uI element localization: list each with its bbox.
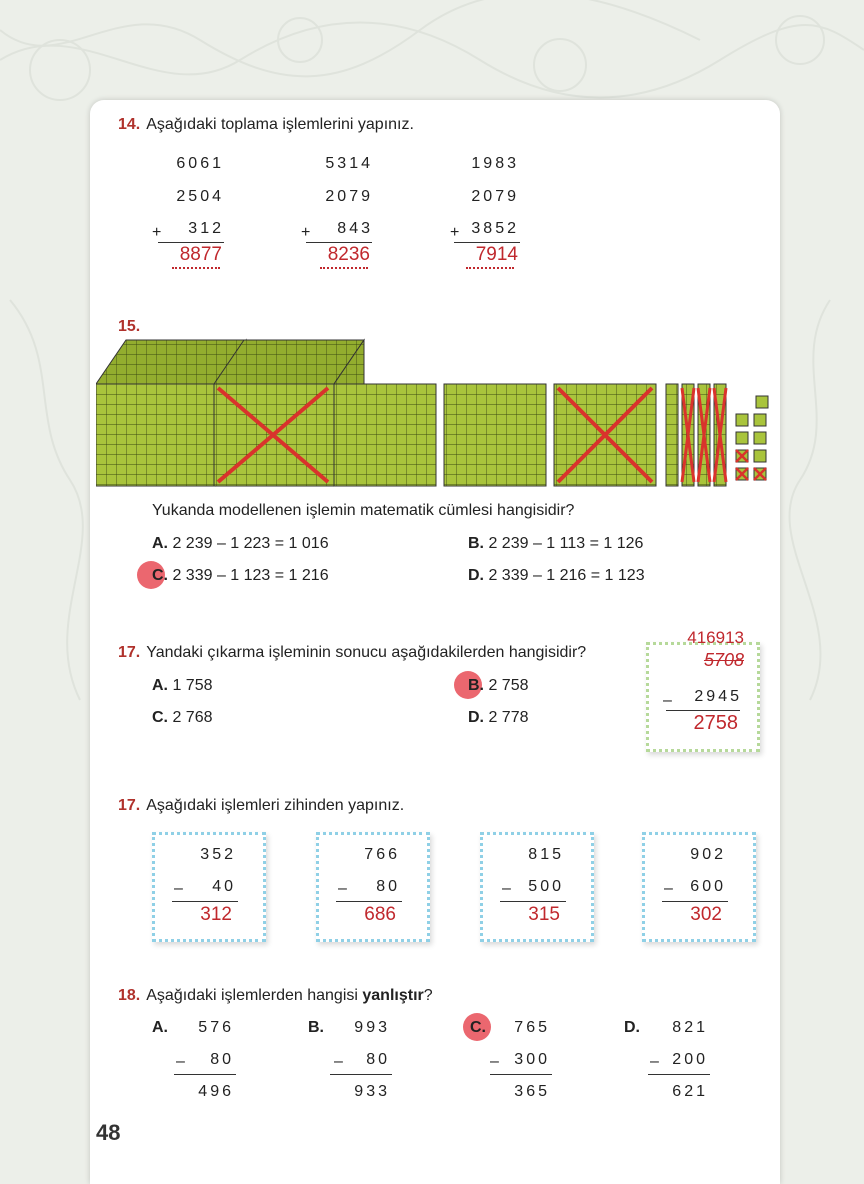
q17a-title [118, 644, 586, 662]
q17b-p1-sub: 40 [212, 878, 236, 895]
q17a-option-a-label: A. [152, 677, 168, 694]
q18-b-result: 933 [354, 1083, 390, 1100]
q14-p2-line [306, 242, 372, 243]
q17b-p1-minus: – [174, 880, 183, 897]
q18-d-result: 621 [672, 1083, 708, 1100]
q14-p2-answer: 8236 [327, 244, 370, 265]
q17a-option-a[interactable] [152, 677, 213, 695]
q17b-p2-minus: – [338, 880, 347, 897]
q17a-option-d-label: D. [468, 709, 484, 726]
page-number: 48 [96, 1120, 121, 1145]
q18-c-minus: – [490, 1053, 499, 1070]
q18-d-minus: – [650, 1053, 659, 1070]
q18-b-sub: 80 [366, 1051, 390, 1068]
q17b-p3-sub: 500 [528, 878, 564, 895]
q17b-p4-top: 902 [690, 846, 726, 863]
q17b-p3-top: 815 [528, 846, 564, 863]
q17a-number: 17. [118, 644, 141, 661]
q14-text: Aşağıdaki toplama işlemlerini yapınız. [146, 116, 414, 133]
q17b-p2-sub: 80 [376, 878, 400, 895]
hundred-flat-3-crossed [554, 384, 656, 486]
q15-question: Yukanda modellenen işlemin matematik cümlesi hangisidir? [152, 502, 575, 519]
q18-d-top: 821 [672, 1019, 708, 1036]
q17b-number: 17. [118, 797, 141, 814]
q18-c-sub: 300 [514, 1051, 550, 1068]
q17b-p2-answer: 686 [364, 904, 396, 925]
q14-p3-line [454, 242, 520, 243]
q18-c-result: 365 [514, 1083, 550, 1100]
base-ten-blocks-model [96, 334, 776, 490]
q14-p3-plus: + [450, 224, 460, 241]
q18-b-minus: – [334, 1053, 343, 1070]
q15-option-b-text: 2 239 – 1 113 = 1 126 [488, 535, 644, 552]
q17a-option-d-text: 2 778 [488, 709, 529, 726]
q14-p3-dots [466, 267, 514, 269]
q15-number: 15. [118, 318, 141, 335]
hundred-flat-1 [334, 384, 436, 486]
hundred-flat-2 [444, 384, 546, 486]
q14-p1-row3: 312 [188, 220, 224, 237]
q17b-p4-minus: – [664, 880, 673, 897]
q18-number: 18. [118, 987, 141, 1004]
q17a-subtrahend: 2945 [694, 688, 742, 705]
q17b-text: Aşağıdaki işlemleri zihinden yapınız. [146, 797, 405, 814]
q18-text-after: ? [423, 987, 433, 1004]
q15-option-d-label: D. [468, 567, 484, 584]
q18-d-sub: 200 [672, 1051, 708, 1068]
q17a-option-c-label: C. [152, 709, 168, 726]
q14-p1-plus: + [152, 224, 162, 241]
q14-title [118, 116, 414, 134]
q14-p1-answer: 8877 [179, 244, 222, 265]
q18-a-sub: 80 [210, 1051, 234, 1068]
q14-p1-row1: 6061 [176, 155, 224, 172]
q17a-option-b[interactable] [468, 677, 529, 695]
q18-text-before: Aşağıdaki işlemlerden hangisi [146, 987, 363, 1004]
unit-cubes [736, 396, 768, 480]
q17b-p3-line [500, 901, 566, 902]
q15-option-c-label: C. [152, 567, 168, 584]
q14-p3-answer: 7914 [475, 244, 518, 265]
q18-c-line [490, 1074, 552, 1075]
q15-option-b[interactable] [468, 535, 643, 553]
q17a-borrow-digits: 416913 [687, 628, 744, 647]
q18-b-line [330, 1074, 392, 1075]
q14-p3-row1: 1983 [471, 155, 519, 172]
q14-p2-dots [320, 267, 368, 269]
q18-a-line [174, 1074, 236, 1075]
q18-a-minus: – [176, 1053, 185, 1070]
q14-p1-dots [172, 267, 220, 269]
q17a-answer: 2758 [693, 712, 738, 734]
q17a-line [666, 710, 740, 711]
q18-title [118, 987, 433, 1005]
q17a-option-b-text: 2 758 [488, 677, 529, 694]
q17a-minus: – [663, 692, 672, 709]
q17b-p3-minus: – [502, 880, 511, 897]
q17a-question: Yandaki çıkarma işleminin sonucu aşağıdakilerden hangisidir? [146, 644, 587, 661]
q15-option-b-label: B. [468, 535, 484, 552]
q18-option-c-label: C. [470, 1019, 486, 1036]
q18-text-bold: yanlıştır [362, 987, 424, 1004]
q17b-p2-top: 766 [364, 846, 400, 863]
q14-p2-plus: + [301, 224, 311, 241]
q17b-p4-answer: 302 [690, 904, 722, 925]
q18-b-top: 993 [354, 1019, 390, 1036]
q17a-top-number: 5708 [703, 650, 744, 670]
q17b-p3-answer: 315 [528, 904, 560, 925]
q17a-option-c-text: 2 768 [172, 709, 213, 726]
q17a-option-a-text: 1 758 [172, 677, 213, 694]
q18-option-d-label: D. [624, 1019, 640, 1036]
q18-option-b-label: B. [308, 1019, 324, 1036]
q18-a-result: 496 [198, 1083, 234, 1100]
q14-p2-row3: 843 [337, 220, 373, 237]
q14-p2-row2: 2079 [325, 188, 373, 205]
q18-d-line [648, 1074, 710, 1075]
q15-option-c[interactable] [152, 567, 329, 585]
q14-p1-row2: 2504 [176, 188, 224, 205]
q14-p2-row1: 5314 [325, 155, 373, 172]
q18-a-top: 576 [198, 1019, 234, 1036]
q17a-option-c[interactable] [152, 709, 213, 727]
q14-p3-row2: 2079 [471, 188, 519, 205]
q18-c-top: 765 [514, 1019, 550, 1036]
q15-option-a-text: 2 239 – 1 223 = 1 016 [172, 535, 329, 552]
q18-option-a-label: A. [152, 1019, 168, 1036]
q17a-option-b-label: B. [468, 677, 484, 694]
q17a-option-d[interactable] [468, 709, 529, 727]
q17b-p1-line [172, 901, 238, 902]
q15-option-a[interactable] [152, 535, 329, 553]
q17b-p2-line [336, 901, 402, 902]
q17b-p4-line [662, 901, 728, 902]
q15-option-c-text: 2 339 – 1 123 = 1 216 [172, 567, 329, 584]
q15-option-d[interactable] [468, 567, 645, 585]
q14-p3-row3: 3852 [471, 220, 519, 237]
q17b-title [118, 797, 404, 815]
q15-option-a-label: A. [152, 535, 168, 552]
q14-p1-line [158, 242, 224, 243]
q17b-p1-answer: 312 [200, 904, 232, 925]
q15-option-d-text: 2 339 – 1 216 = 1 123 [488, 567, 645, 584]
q14-number: 14. [118, 116, 141, 133]
q17b-p1-top: 352 [200, 846, 236, 863]
q17b-p4-sub: 600 [690, 878, 726, 895]
ten-rods [666, 384, 726, 486]
